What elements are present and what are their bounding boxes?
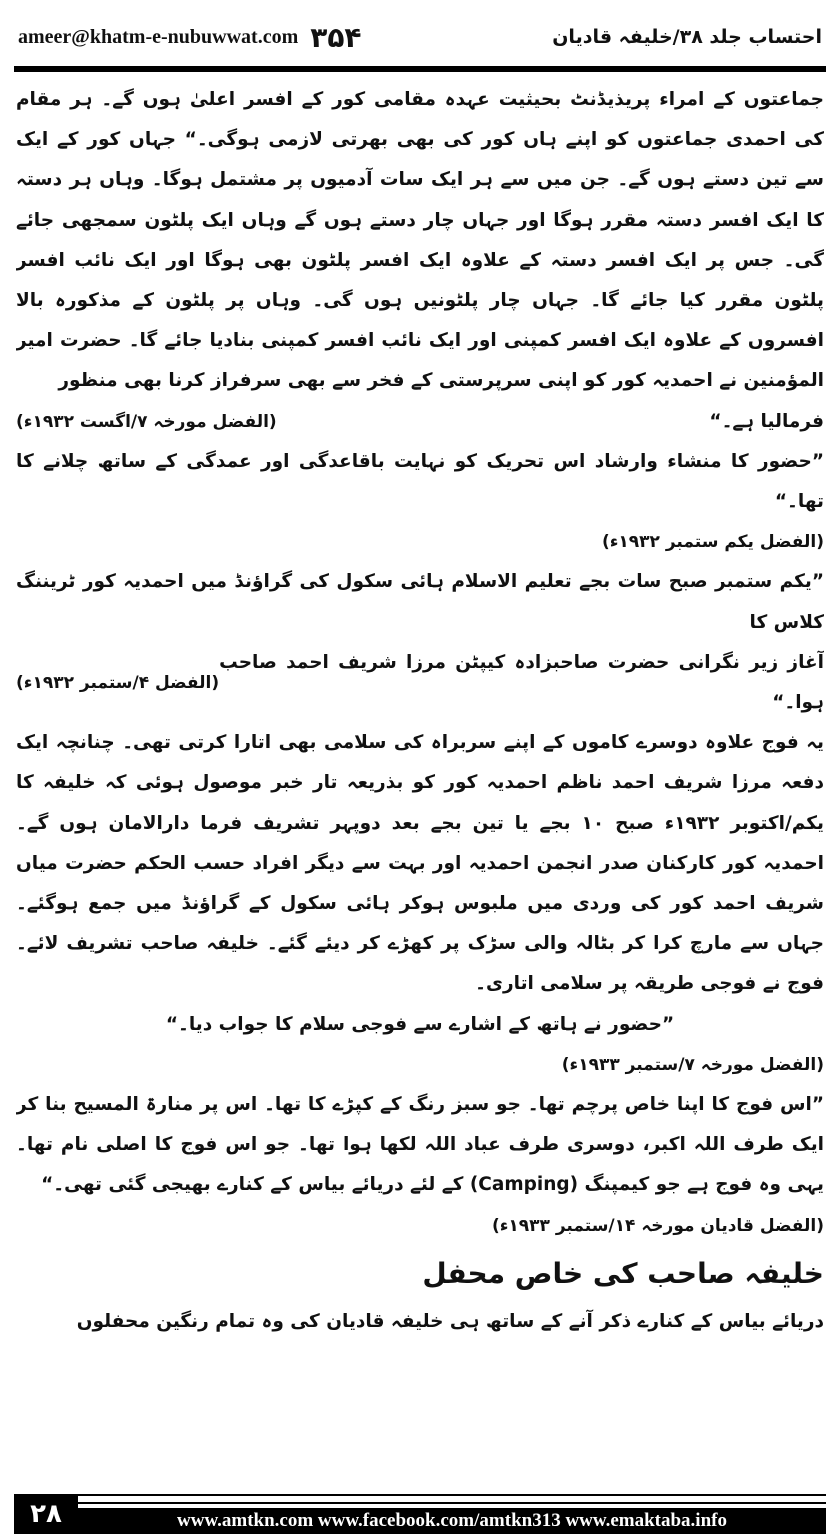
quote-5: ”حضور نے ہاتھ کے اشارے سے فوجی سلام کا جواب دیا۔“ [165,1013,675,1035]
page-number: ۳۵۴ [310,20,362,54]
page-header [18,14,822,60]
quote-3-end: آغاز زیر نگرانی حضرت صاحبزادہ کیپٹن مرزا شریف احمد صاحب ہوا۔“ [219,651,824,714]
footer-links[interactable]: www.amtkn.com www.facebook.com/amtkn313 www.emaktaba.info [78,1508,826,1534]
footer-right [78,1494,826,1534]
ref-row-3 [16,643,824,723]
page-content [16,80,824,1474]
header-rule [14,66,826,72]
paragraph-4: یہ فوج علاوہ دوسرے کاموں کے اپنے سربراہ کی سلامی بھی اتارا کرتی تھی۔ چنانچہ ایک دفعہ مرزا شریف احمد ناظم احمدیہ کور کو بذریعہ تار خبر موصول ہوئی کہ خلیفہ کا یکم/اکتوبر ۱۹۳۲ء صبح ۱۰ بجے یا تین بجے بعد دوپہر تشریف فرما دارالامان ہوں گے۔ احمدیہ کور کارکنان صدر انجمن احمدیہ اور بہت سے دیگر افراد حسب الحکم حضرت میاں شریف احمد کور کی وردی میں ملبوس ہوکر ہائی سکول کے گراؤنڈ میں جمع ہوگئے۔ جہاں سے مارچ کرا کر بٹالہ والی سڑک پر کھڑے کر دیئے گئے۔ خلیفہ صاحب تشریف لائے۔ فوج نے فوجی طریقہ پر سلامی اتاری۔ [16,732,824,995]
footer-rule [78,1494,826,1504]
ref-row-1 [16,402,824,442]
book-title: احتساب جلد ۳۸/خلیفہ قادیان [552,26,822,48]
quote-3: ”یکم ستمبر صبح سات بجے تعلیم الاسلام ہائی سکول کی گراؤنڈ میں احمدیہ کور ٹریننگ کلاس کا [16,571,824,633]
email-address[interactable]: ameer@khatm-e-nubuwwat.com [18,25,299,48]
quote-6: ”اس فوج کا اپنا خاص پرچم تھا۔ جو سبز رنگ کے کپڑے کا تھا۔ اس پر منارۃ المسیح بنا کر ایک طرف اللہ اکبر، دوسری طرف عباد اللہ لکھا ہوا تھا۔ جو اس فوج کا اصلی نام تھا۔ یہی وہ فوج ہے جو کیمپنگ (Camping) کے لئے دریائے بیاس کے کنارے بھیجی گئی تھی۔“ [16,1094,824,1196]
footer-page-box: ۲۸ [14,1494,78,1534]
citation-1: (الفضل مورخہ ۷/اگست ۱۹۳۲ء) [16,411,277,432]
citation-2: (الفضل یکم ستمبر ۱۹۳۲ء) [601,532,824,553]
section-heading: خلیفہ صاحب کی خاص محفل [422,1256,824,1290]
citation-5: (الفضل مورخہ ۷/ستمبر ۱۹۳۳ء) [561,1054,824,1075]
page-footer [14,1490,826,1534]
quote-2: ”حضور کا منشاء وارشاد اس تحریک کو نہایت باقاعدگی اور عمدگی کے ساتھ چلانے کا تھا۔“ [16,450,824,513]
header-left [18,21,362,54]
paragraph-7: دریائے بیاس کے کنارے ذکر آنے کے ساتھ ہی خلیفہ قادیان کی وہ تمام رنگین محفلوں [76,1310,824,1332]
paragraph-1: جماعتوں کے امراء پریذیڈنٹ بحیثیت عہدہ مقامی کور کے افسر اعلیٰ ہوں گے۔ ہر مقام کی احمدی جماعتوں کو اپنے ہاں کور کی بھی بھرتی لازمی ہوگی۔“ جہاں کور کے ایک سے تین دستے ہوں گے۔ جن میں سے ہر ایک سات آدمیوں پر مشتمل ہوگا۔ وہاں ہر دستہ کا ایک افسر دستہ مقرر ہوگا اور جہاں چار دستے ہوں گے وہاں ایک پلٹون سمجھی جائے گی۔ جس پر ایک افسر دستہ کے علاوہ ایک افسر پلٹون بھی ہوگا اور ایک نائب افسر پلٹون مقرر کیا جائے گا۔ جہاں چار پلٹونیں ہوں گی۔ وہاں پر پلٹون کے مذکورہ بالا افسروں کے علاوہ ایک افسر کمپنی اور ایک نائب افسر کمپنی بنادیا جائے گا۔ حضرت امیر المؤمنین نے احمدیہ کور کو اپنی سرپرستی کے فخر سے بھی سرفراز کرنا بھی منظور [16,89,824,392]
paragraph-1-end: فرمالیا ہے۔“ [709,410,824,432]
citation-6: (الفضل قادیان مورخہ ۱۴/ستمبر ۱۹۳۳ء) [491,1215,824,1236]
citation-3: (الفضل ۴/ستمبر ۱۹۳۲ء) [16,672,220,693]
